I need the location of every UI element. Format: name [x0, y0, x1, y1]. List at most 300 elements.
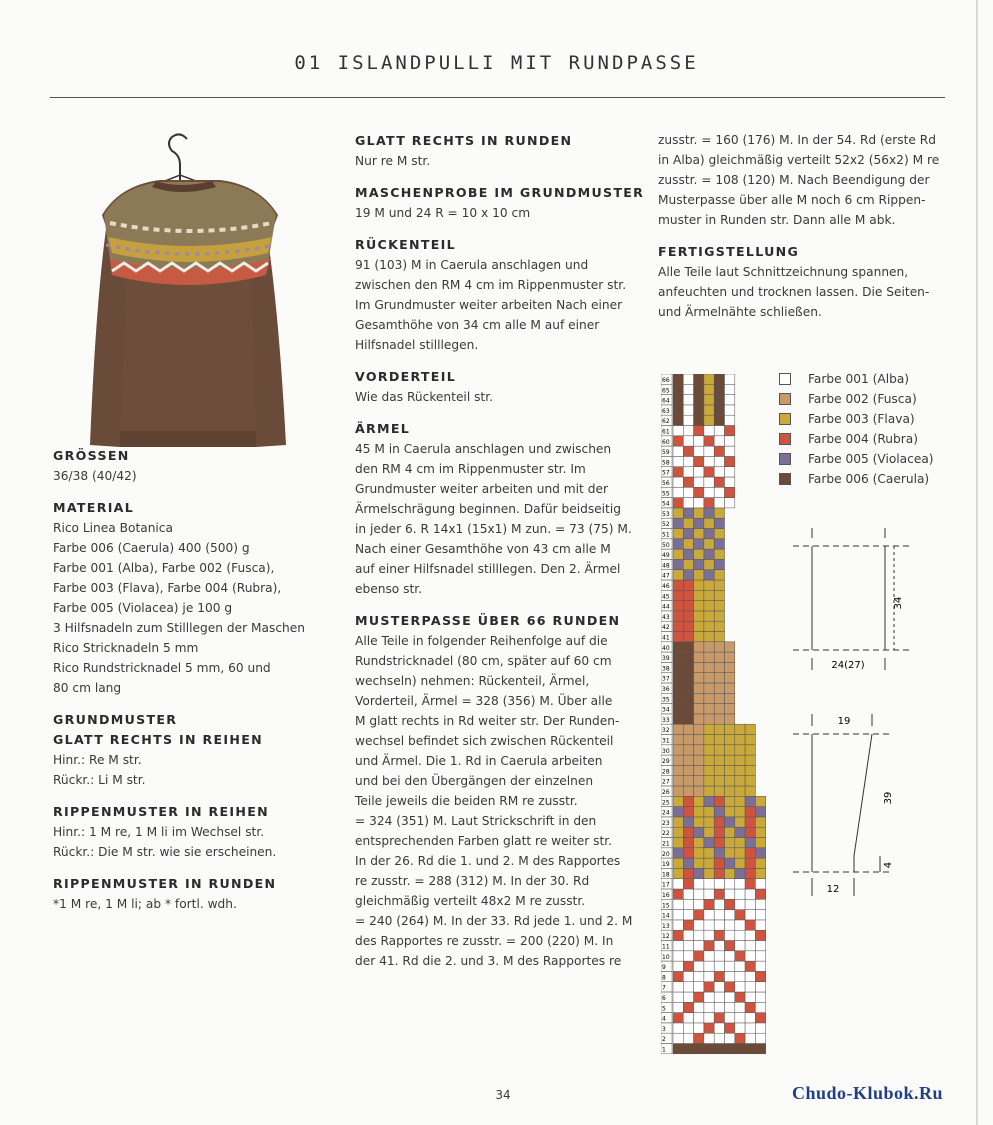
chart-row-number: 12: [662, 933, 670, 941]
chart-cell: [735, 930, 745, 940]
chart-cell: [714, 652, 724, 662]
text-line: Rückr.: Li M str.: [53, 773, 146, 787]
chart-cell: [704, 384, 714, 394]
text-line: re zusstr. = 288 (312) M. In der 30. Rd: [355, 874, 590, 888]
text-line: Musterpasse über alle M noch 6 cm Rippen-: [658, 193, 926, 207]
page-edge: [976, 0, 978, 1125]
chart-cell: [694, 1033, 704, 1043]
body-height-label: 34: [893, 596, 904, 610]
chart-cell: [694, 456, 704, 466]
chart-row-number: 59: [662, 449, 670, 457]
swatch-alba: [779, 373, 791, 385]
chart-cell: [714, 642, 724, 652]
chart-cell: [683, 693, 693, 703]
chart-cell: [673, 415, 683, 425]
chart-cell: [714, 1013, 724, 1023]
chart-cell: [755, 982, 765, 992]
section-heading: GRÖSSEN: [53, 448, 130, 463]
section-rippen-reihen: [53, 802, 333, 862]
chart-cell: [735, 889, 745, 899]
chart-cell: [725, 714, 735, 724]
chart-cell: [694, 559, 704, 569]
chart-cell: [714, 446, 724, 456]
chart-cell: [735, 1044, 745, 1054]
chart-cell: [694, 1044, 704, 1054]
chart-cell: [725, 477, 735, 487]
chart-cell: [704, 704, 714, 714]
chart-cell: [755, 1033, 765, 1043]
chart-cell: [704, 621, 714, 631]
chart-cell: [704, 456, 714, 466]
text-line: 3 Hilfsnadeln zum Stilllegen der Maschen: [53, 621, 305, 635]
chart-cell: [725, 1023, 735, 1033]
chart-row-number: 64: [662, 397, 670, 405]
chart-cell: [755, 1013, 765, 1023]
chart-cell: [673, 395, 683, 405]
chart-cell: [714, 920, 724, 930]
chart-cell: [673, 601, 683, 611]
chart-cell: [683, 1023, 693, 1033]
chart-row-number: 14: [662, 912, 670, 920]
chart-cell: [755, 848, 765, 858]
chart-cell: [725, 384, 735, 394]
chart-cell: [704, 714, 714, 724]
chart-cell: [704, 1013, 714, 1023]
chart-cell: [683, 436, 693, 446]
chart-cell: [683, 642, 693, 652]
chart-cell: [673, 570, 683, 580]
chart-cell: [673, 384, 683, 394]
chart-row-number: 63: [662, 407, 670, 415]
chart-row-number: 29: [662, 758, 670, 766]
chart-cell: [725, 796, 735, 806]
text-line: Nur re M str.: [355, 154, 431, 168]
chart-cell: [694, 982, 704, 992]
chart-cell: [673, 941, 683, 951]
chart-cell: [725, 426, 735, 436]
chart-cell: [714, 508, 724, 518]
chart-cell: [755, 1044, 765, 1054]
chart-cell: [704, 879, 714, 889]
chart-cell: [735, 910, 745, 920]
section-groessen: [53, 446, 333, 486]
text-line: muster in Runden str. Dann alle M abk.: [658, 213, 896, 227]
chart-cell: [683, 1033, 693, 1043]
text-line: Farbe 006 (Caerula) 400 (500) g: [53, 541, 250, 555]
chart-cell: [735, 755, 745, 765]
section-heading: GRUNDMUSTER: [53, 712, 178, 727]
middle-column: [355, 131, 645, 971]
chart-cell: [755, 817, 765, 827]
chart-cell: [694, 539, 704, 549]
chart-cell: [725, 827, 735, 837]
chart-cell: [735, 1033, 745, 1043]
chart-cell: [694, 889, 704, 899]
chart-cell: [673, 899, 683, 909]
section-heading: ÄRMEL: [355, 421, 411, 436]
chart-cell: [714, 693, 724, 703]
chart-cell: [694, 549, 704, 559]
chart-cell: [714, 982, 724, 992]
chart-cell: [745, 1044, 755, 1054]
chart-cell: [673, 961, 683, 971]
chart-cell: [725, 961, 735, 971]
chart-cell: [714, 704, 724, 714]
chart-row-number: 47: [662, 572, 670, 580]
swatch-flava: [779, 413, 791, 425]
chart-cell: [755, 930, 765, 940]
chart-row-number: 9: [662, 964, 666, 972]
chart-cell: [704, 910, 714, 920]
chart-cell: [714, 436, 724, 446]
chart-cell: [725, 920, 735, 930]
text-line: Vorderteil, Ärmel = 328 (356) M. Über alle: [355, 694, 613, 708]
chart-cell: [735, 827, 745, 837]
chart-cell: [694, 529, 704, 539]
chart-cell: [694, 817, 704, 827]
chart-row-number: 10: [662, 953, 670, 961]
chart-cell: [694, 601, 704, 611]
chart-cell: [704, 642, 714, 652]
text-line: Farbe 003 (Flava), Farbe 004 (Rubra),: [53, 581, 282, 595]
chart-cell: [673, 735, 683, 745]
text-line: 80 cm lang: [53, 681, 122, 695]
legend-item: [779, 469, 934, 489]
chart-cell: [714, 426, 724, 436]
chart-cell: [704, 559, 714, 569]
chart-cell: [683, 889, 693, 899]
text-line: Rückr.: Die M str. wie sie erscheinen.: [53, 845, 277, 859]
chart-cell: [683, 868, 693, 878]
text-line: Alle Teile laut Schnittzeichnung spannen,: [658, 265, 909, 279]
chart-cell: [725, 971, 735, 981]
chart-cell: [755, 941, 765, 951]
text-line: des Rapportes re zusstr. = 200 (220) M. In: [355, 934, 614, 948]
chart-cell: [714, 580, 724, 590]
chart-cell: [683, 467, 693, 477]
chart-cell: [745, 848, 755, 858]
chart-cell: [683, 570, 693, 580]
chart-cell: [714, 714, 724, 724]
chart-cell: [683, 549, 693, 559]
chart-cell: [694, 858, 704, 868]
chart-cell: [683, 1044, 693, 1054]
chart-cell: [694, 518, 704, 528]
chart-cell: [714, 765, 724, 775]
chart-cell: [683, 982, 693, 992]
chart-cell: [683, 405, 693, 415]
chart-cell: [735, 1023, 745, 1033]
chart-cell: [704, 529, 714, 539]
chart-cell: [755, 807, 765, 817]
text-line: und Ärmelnähte schließen.: [658, 305, 822, 319]
chart-cell: [673, 971, 683, 981]
chart-cell: [704, 765, 714, 775]
chart-cell: [683, 920, 693, 930]
chart-cell: [714, 415, 724, 425]
chart-cell: [694, 498, 704, 508]
chart-cell: [745, 910, 755, 920]
chart-cell: [704, 539, 714, 549]
chart-cell: [694, 1023, 704, 1033]
chart-cell: [704, 632, 714, 642]
chart-cell: [704, 961, 714, 971]
chart-cell: [714, 621, 724, 631]
chart-cell: [745, 899, 755, 909]
chart-cell: [735, 992, 745, 1002]
chart-cell: [745, 1033, 755, 1043]
section-heading: RIPPENMUSTER IN RUNDEN: [53, 876, 277, 891]
chart-cell: [745, 982, 755, 992]
text-line: gleichmäßig verteilt 48x2 M re zusstr.: [355, 894, 586, 908]
chart-cell: [673, 662, 683, 672]
chart-cell: [694, 971, 704, 981]
text-line: wechseln) nehmen: Rückenteil, Ärmel,: [355, 674, 590, 688]
chart-row-number: 46: [662, 583, 670, 590]
body-width-label: 24(27): [831, 660, 865, 671]
chart-cell: [714, 807, 724, 817]
chart-cell: [714, 992, 724, 1002]
chart-cell: [694, 446, 704, 456]
chart-cell: [683, 395, 693, 405]
chart-cell: [694, 662, 704, 672]
chart-cell: [673, 559, 683, 569]
chart-cell: [745, 1013, 755, 1023]
chart-cell: [725, 1033, 735, 1043]
chart-cell: [714, 477, 724, 487]
chart-cell: [725, 673, 735, 683]
chart-cell: [673, 405, 683, 415]
chart-cell: [673, 776, 683, 786]
chart-cell: [725, 786, 735, 796]
chart-cell: [694, 848, 704, 858]
text-line: 91 (103) M in Caerula anschlagen und: [355, 258, 589, 272]
chart-cell: [673, 920, 683, 930]
chart-cell: [714, 1044, 724, 1054]
text-line: den RM 4 cm im Rippenmuster str. Im: [355, 462, 586, 476]
chart-cell: [745, 971, 755, 981]
chart-cell: [704, 405, 714, 415]
chart-cell: [673, 498, 683, 508]
chart-cell: [683, 848, 693, 858]
chart-cell: [735, 961, 745, 971]
chart-cell: [694, 745, 704, 755]
chart-cell: [694, 652, 704, 662]
chart-cell: [714, 745, 724, 755]
chart-cell: [673, 611, 683, 621]
chart-cell: [683, 487, 693, 497]
chart-cell: [745, 724, 755, 734]
chart-cell: [673, 848, 683, 858]
chart-cell: [714, 559, 724, 569]
chart-cell: [735, 858, 745, 868]
chart-cell: [704, 652, 714, 662]
chart-row-number: 34: [662, 706, 670, 714]
chart-row-number: 26: [662, 789, 670, 796]
chart-cell: [714, 858, 724, 868]
chart-cell: [704, 570, 714, 580]
text-line: der 41. Rd die 2. und 3. M des Rapportes re: [355, 954, 622, 968]
chart-cell: [735, 776, 745, 786]
chart-cell: [714, 395, 724, 405]
text-line: Rico Stricknadeln 5 mm: [53, 641, 199, 655]
chart-cell: [694, 827, 704, 837]
chart-cell: [725, 776, 735, 786]
chart-cell: [755, 879, 765, 889]
chart-cell: [714, 539, 724, 549]
chart-cell: [683, 580, 693, 590]
chart-cell: [745, 817, 755, 827]
chart-cell: [704, 395, 714, 405]
chart-cell: [683, 817, 693, 827]
chart-cell: [735, 735, 745, 745]
chart-cell: [673, 590, 683, 600]
chart-cell: [725, 498, 735, 508]
text-line: Rico Linea Botanica: [53, 521, 173, 535]
chart-cell: [694, 755, 704, 765]
chart-cell: [673, 446, 683, 456]
chart-cell: [714, 838, 724, 848]
chart-cell: [683, 559, 693, 569]
chart-cell: [673, 982, 683, 992]
chart-cell: [755, 971, 765, 981]
chart-row-number: 58: [662, 459, 670, 467]
chart-cell: [673, 910, 683, 920]
section-heading: MASCHENPROBE IM GRUNDMUSTER: [355, 185, 645, 200]
chart-cell: [714, 405, 724, 415]
chart-cell: [725, 1044, 735, 1054]
chart-cell: [745, 941, 755, 951]
chart-cell: [683, 704, 693, 714]
chart-row-number: 23: [662, 819, 670, 827]
chart-cell: [755, 992, 765, 1002]
chart-row-number: 37: [662, 675, 670, 683]
chart-cell: [683, 971, 693, 981]
chart-cell: [683, 539, 693, 549]
chart-cell: [714, 549, 724, 559]
chart-cell: [694, 704, 704, 714]
legend-item: [779, 409, 934, 429]
chart-cell: [714, 456, 724, 466]
chart-cell: [704, 858, 714, 868]
chart-cell: [704, 817, 714, 827]
chart-cell: [755, 1023, 765, 1033]
chart-cell: [735, 920, 745, 930]
chart-cell: [704, 549, 714, 559]
chart-cell: [694, 487, 704, 497]
text-line: ebenso str.: [355, 582, 423, 596]
section-heading: MATERIAL: [53, 500, 135, 515]
chart-row-number: 56: [662, 480, 670, 487]
chart-cell: [673, 580, 683, 590]
chart-row-number: 62: [662, 418, 670, 426]
chart-cell: [704, 415, 714, 425]
chart-cell: [704, 683, 714, 693]
chart-cell: [694, 621, 704, 631]
chart-cell: [673, 786, 683, 796]
watermark: Chudo-Klubok.Ru: [792, 1083, 944, 1103]
chart-cell: [745, 1023, 755, 1033]
text-line: In der 26. Rd die 1. und 2. M des Rapportes: [355, 854, 621, 868]
chart-cell: [673, 477, 683, 487]
chart-cell: [694, 951, 704, 961]
chart-cell: [673, 755, 683, 765]
chart-cell: [714, 868, 724, 878]
chart-cell: [704, 838, 714, 848]
chart-cell: [704, 755, 714, 765]
chart-cell: [683, 529, 693, 539]
sweater-image: [80, 125, 300, 455]
chart-cell: [704, 467, 714, 477]
chart-cell: [725, 487, 735, 497]
chart-cell: [745, 992, 755, 1002]
chart-cell: [694, 910, 704, 920]
chart-cell: [683, 765, 693, 775]
chart-cell: [714, 498, 724, 508]
chart-cell: [704, 941, 714, 951]
chart-cell: [735, 941, 745, 951]
chart-row-number: 61: [662, 428, 670, 436]
chart-cell: [725, 446, 735, 456]
chart-cell: [673, 1023, 683, 1033]
chart-cell: [683, 611, 693, 621]
chart-row-number: 52: [662, 521, 670, 529]
chart-cell: [725, 868, 735, 878]
chart-cell: [704, 796, 714, 806]
chart-cell: [714, 683, 724, 693]
chart-cell: [725, 879, 735, 889]
chart-cell: [694, 838, 704, 848]
chart-cell: [704, 446, 714, 456]
chart-cell: [673, 456, 683, 466]
chart-cell: [755, 827, 765, 837]
chart-cell: [725, 456, 735, 466]
chart-cell: [683, 508, 693, 518]
text-line: Rico Rundstricknadel 5 mm, 60 und: [53, 661, 271, 675]
chart-cell: [745, 796, 755, 806]
text-line: Nach einer Gesamthöhe von 43 cm alle M: [355, 542, 611, 556]
chart-cell: [683, 827, 693, 837]
chart-cell: [694, 632, 704, 642]
chart-cell: [704, 971, 714, 981]
chart-cell: [725, 982, 735, 992]
chart-cell: [694, 374, 704, 384]
chart-cell: [694, 405, 704, 415]
chart-cell: [704, 848, 714, 858]
sleeve-height-label: 39: [883, 791, 894, 805]
chart-row-number: 15: [662, 902, 670, 910]
chart-cell: [704, 1044, 714, 1054]
section-heading: FERTIGSTELLUNG: [658, 244, 800, 259]
title-rule: [50, 97, 945, 98]
chart-row-number: 6: [662, 995, 666, 1002]
chart-cell: [745, 735, 755, 745]
chart-cell: [714, 817, 724, 827]
chart-row-number: 45: [662, 593, 670, 601]
text-line: Hinr.: 1 M re, 1 M li im Wechsel str.: [53, 825, 265, 839]
chart-cell: [683, 632, 693, 642]
chart-cell: [694, 941, 704, 951]
chart-cell: [725, 807, 735, 817]
section-heading: VORDERTEIL: [355, 369, 457, 384]
chart-cell: [745, 920, 755, 930]
chart-cell: [694, 1013, 704, 1023]
legend-item: [779, 429, 934, 449]
chart-cell: [683, 477, 693, 487]
chart-cell: [673, 807, 683, 817]
section-heading: GLATT RECHTS IN RUNDEN: [355, 133, 573, 148]
chart-cell: [694, 899, 704, 909]
